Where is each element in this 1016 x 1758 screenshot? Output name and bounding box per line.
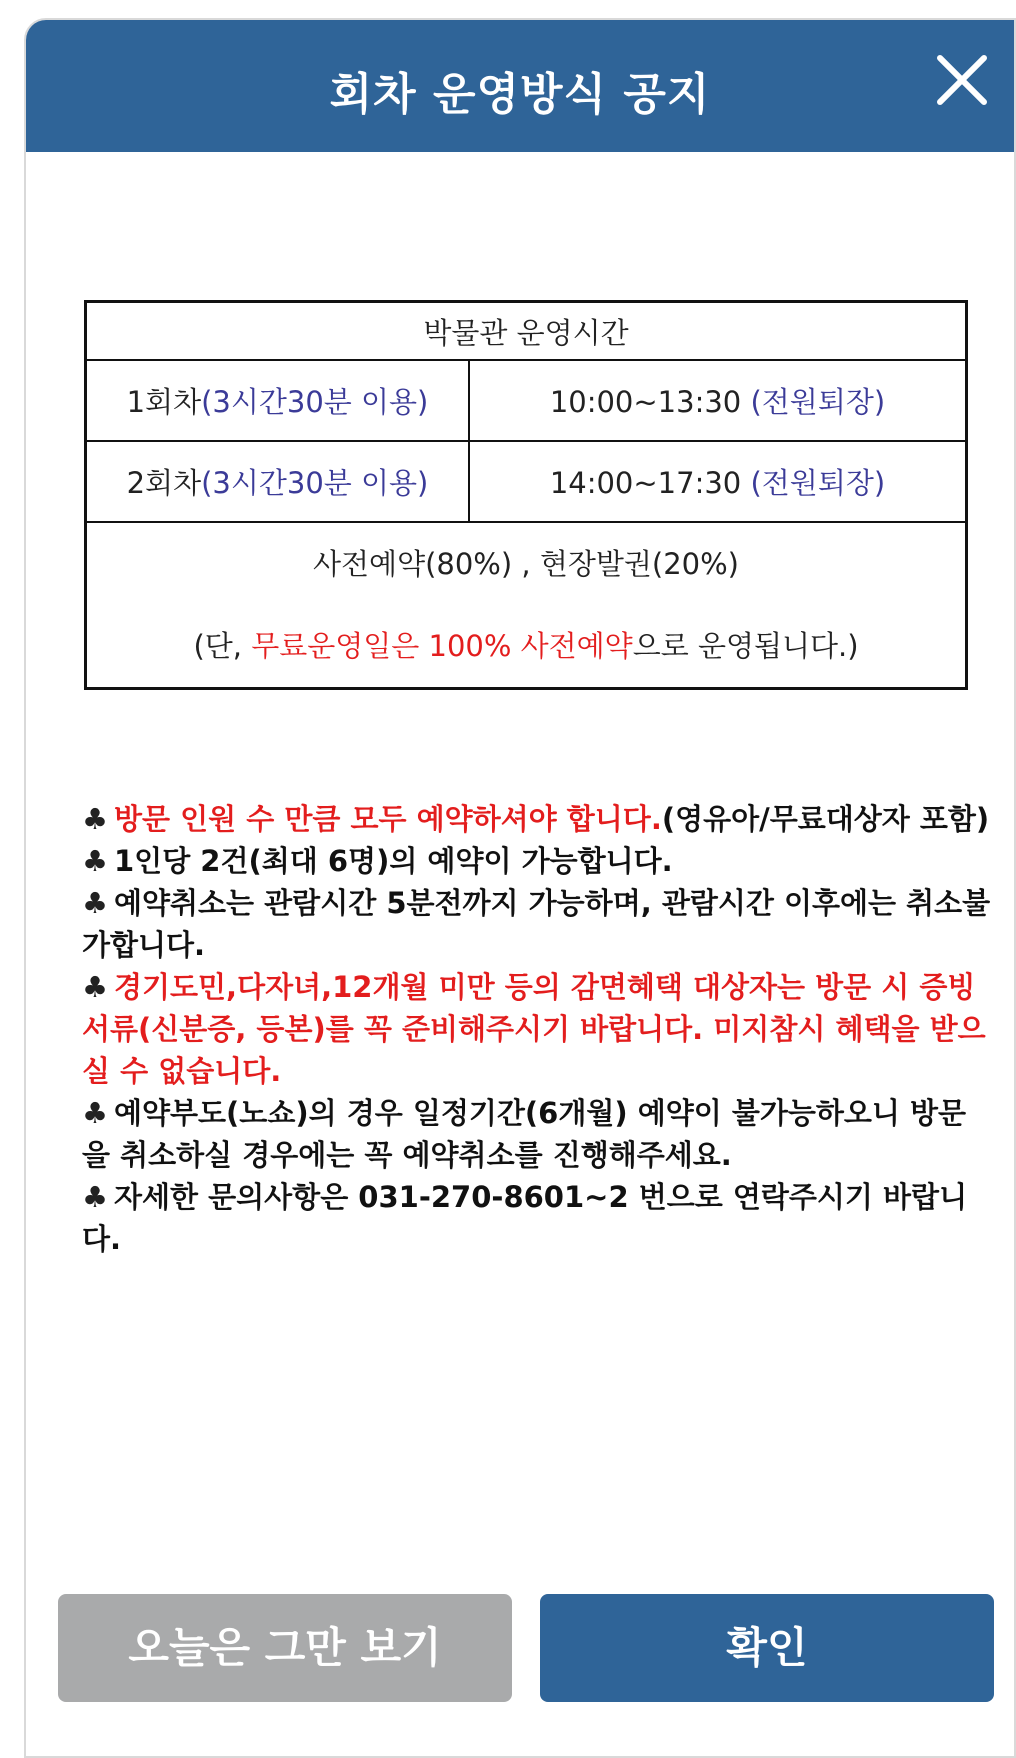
notice-text: 자세한 문의사항은 031-270-8601~2 번으로 연락주시기 바랍니다. <box>82 1180 968 1256</box>
notice-text: 예약부도(노쇼)의 경우 일정기간(6개월) 예약이 불가능하오니 방문을 취소하실 경우에는 꼭 예약취소를 진행해주세요. <box>82 1096 967 1172</box>
time-cell <box>469 441 967 522</box>
session-time: 14:00~17:30 <box>549 466 742 500</box>
modal-header <box>26 20 1014 152</box>
session-cell <box>86 441 470 522</box>
modal-title: 회차 운영방식 공지 <box>329 69 711 120</box>
notice-item <box>82 798 992 840</box>
table-row <box>86 360 967 441</box>
notice-item <box>82 1176 992 1260</box>
club-icon: ♣ <box>82 1180 108 1214</box>
session-cell <box>86 360 470 441</box>
club-icon: ♣ <box>82 886 108 920</box>
note-prefix: (단, <box>193 629 252 663</box>
notice-modal <box>24 18 1016 1758</box>
ratio-text: 사전예약(80%) , 현장발권(20%) <box>313 547 739 581</box>
note-suffix: 으로 운영됩니다.) <box>632 629 859 663</box>
session-duration: (3시간30분 이용) <box>201 466 429 500</box>
reservation-note-cell <box>86 522 967 689</box>
notice-item <box>82 840 992 882</box>
notice-text: 방문 인원 수 만큼 모두 예약하셔야 합니다. <box>114 802 662 836</box>
session-duration: (3시간30분 이용) <box>201 385 429 419</box>
confirm-button[interactable]: 확인 <box>540 1594 994 1702</box>
notice-item <box>82 882 992 966</box>
note-highlight-advance: 100% 사전예약 <box>428 629 633 663</box>
table-row <box>86 441 967 522</box>
club-icon: ♣ <box>82 970 108 1004</box>
table-title: 박물관 운영시간 <box>86 302 967 361</box>
notice-list <box>82 798 992 1260</box>
club-icon: ♣ <box>82 802 108 836</box>
session-label: 1회차 <box>126 385 202 419</box>
notice-text: 경기도민,다자녀,12개월 미만 등의 감면혜택 대상자는 방문 시 증빙서류(신분증, 등본)를 꼭 준비해주시기 바랍니다. 미지참시 혜택을 받으실 수 없습니다. <box>82 970 986 1088</box>
time-cell <box>469 360 967 441</box>
notice-subtext: (영유아/무료대상자 포함) <box>661 802 990 836</box>
exit-label: (전원퇴장) <box>750 385 886 419</box>
club-icon: ♣ <box>82 844 108 878</box>
notice-item <box>82 1092 992 1176</box>
session-label: 2회차 <box>126 466 202 500</box>
notice-text: 예약취소는 관람시간 5분전까지 가능하며, 관람시간 이후에는 취소불가합니다. <box>82 886 991 962</box>
operating-hours-table <box>84 300 968 690</box>
notice-text: 1인당 2건(최대 6명)의 예약이 가능합니다. <box>114 844 673 878</box>
exit-label: (전원퇴장) <box>750 466 886 500</box>
close-icon <box>930 48 994 112</box>
hide-today-button[interactable]: 오늘은 그만 보기 <box>58 1594 512 1702</box>
session-time: 10:00~13:30 <box>549 385 742 419</box>
free-day-note <box>87 605 965 687</box>
club-icon: ♣ <box>82 1096 108 1130</box>
notice-item <box>82 966 992 1092</box>
note-highlight-free-day: 무료운영일은 <box>251 629 420 663</box>
close-button[interactable] <box>930 48 994 112</box>
